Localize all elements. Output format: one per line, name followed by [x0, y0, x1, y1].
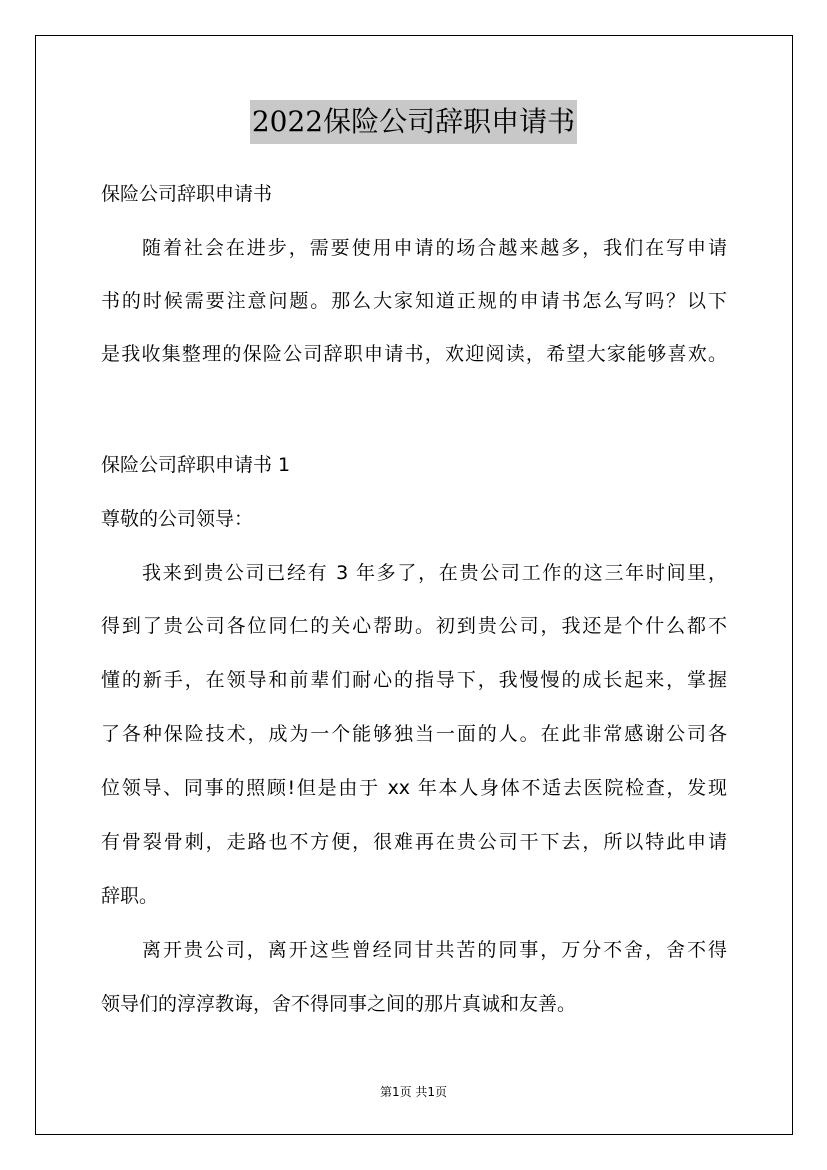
document-subtitle: 保险公司辞职申请书 — [101, 183, 273, 205]
paragraph1-line-3: 懂的新手，在领导和前辈们耐心的指导下，我慢慢的成长起来，掌握 — [101, 669, 727, 691]
title-container — [0, 100, 827, 144]
paragraph1-line-1: 我来到贵公司已经有 3 年多了，在贵公司工作的这三年时间里， — [142, 562, 727, 584]
paragraph1-line-6: 有骨裂骨刺，走路也不方便，很难再在贵公司干下去，所以特此申请 — [101, 831, 727, 853]
paragraph1-line-5: 位领导、同事的照顾!但是由于 xx 年本人身体不适去医院检查，发现 — [101, 777, 727, 799]
intro-line-1: 随着社会在进步，需要使用申请的场合越来越多，我们在写申请 — [142, 237, 727, 259]
intro-line-2: 书的时候需要注意问题。那么大家知道正规的申请书怎么写吗？以下 — [101, 290, 727, 312]
paragraph2-line-1: 离开贵公司，离开这些曾经同甘共苦的同事，万分不舍，舍不得 — [142, 939, 727, 961]
intro-line-3: 是我收集整理的保险公司辞职申请书，欢迎阅读，希望大家能够喜欢。 — [101, 343, 727, 365]
salutation: 尊敬的公司领导： — [101, 508, 254, 530]
paragraph1-line-7: 辞职。 — [101, 885, 159, 907]
paragraph1-line-4: 了各种保险技术，成为一个能够独当一面的人。在此非常感谢公司各 — [101, 723, 727, 745]
document-title: 2022保险公司辞职申请书 — [250, 100, 577, 144]
paragraph1-line-2: 得到了贵公司各位同仁的关心帮助。初到贵公司，我还是个什么都不 — [101, 615, 727, 637]
page-number: 第1页 共1页 — [379, 1085, 448, 1099]
section-heading: 保险公司辞职申请书 1 — [101, 454, 291, 476]
paragraph2-line-2: 领导们的淳淳教诲，舍不得同事之间的那片真诚和友善。 — [101, 993, 577, 1015]
